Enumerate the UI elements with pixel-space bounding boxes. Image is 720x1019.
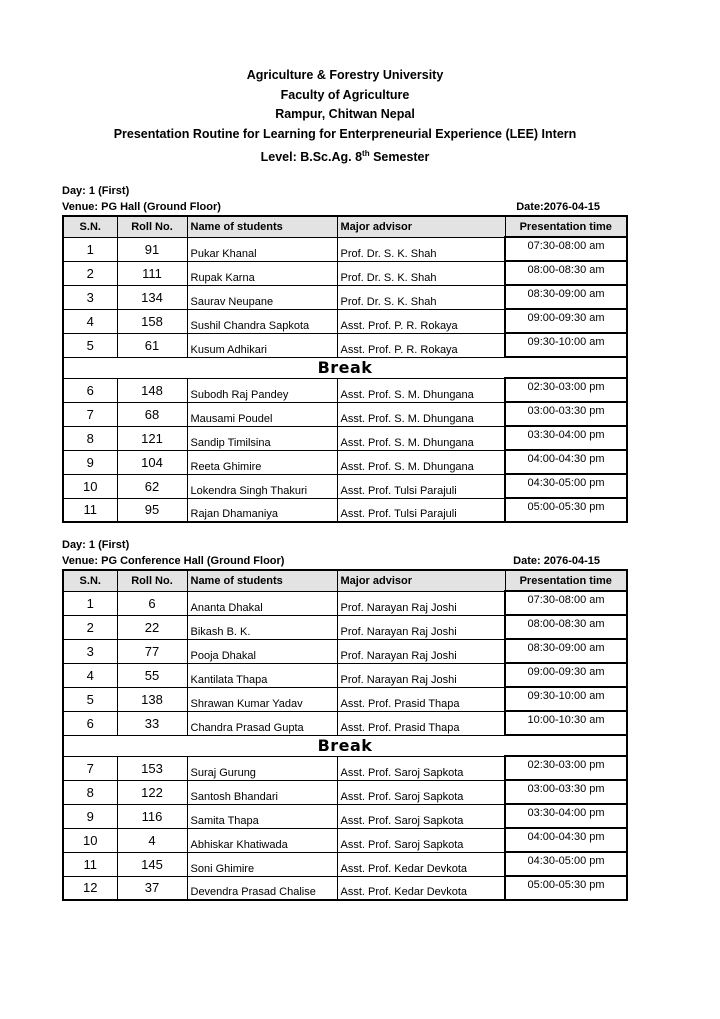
cell-roll-no: 62 <box>117 474 187 498</box>
cell-student-name: Bikash B. K. <box>187 615 337 639</box>
cell-major-advisor: Asst. Prof. Kedar Devkota <box>337 852 505 876</box>
cell-roll-no: 122 <box>117 780 187 804</box>
cell-major-advisor: Asst. Prof. Saroj Sapkota <box>337 780 505 804</box>
cell-roll-no: 77 <box>117 639 187 663</box>
cell-roll-no: 33 <box>117 711 187 735</box>
column-header-time: Presentation time <box>505 570 627 591</box>
cell-student-name: Ananta Dhakal <box>187 591 337 615</box>
cell-student-name: Lokendra Singh Thakuri <box>187 474 337 498</box>
cell-roll-no: 22 <box>117 615 187 639</box>
cell-roll-no: 158 <box>117 309 187 333</box>
venue-line <box>62 553 626 569</box>
table-row <box>63 498 627 522</box>
cell-major-advisor: Asst. Prof. Prasid Thapa <box>337 687 505 711</box>
table-row <box>63 663 627 687</box>
table-row <box>63 285 627 309</box>
cell-presentation-time: 08:30-09:00 am <box>505 285 627 309</box>
level-superscript: th <box>362 149 370 159</box>
table-row <box>63 804 627 828</box>
cell-major-advisor: Asst. Prof. S. M. Dhungana <box>337 378 505 402</box>
schedule-table <box>62 569 628 901</box>
break-label: Break <box>63 357 627 378</box>
break-row <box>63 735 627 756</box>
cell-major-advisor: Prof. Dr. S. K. Shah <box>337 285 505 309</box>
cell-major-advisor: Asst. Prof. S. M. Dhungana <box>337 402 505 426</box>
cell-presentation-time: 04:00-04:30 pm <box>505 828 627 852</box>
column-header-sn: S.N. <box>63 570 117 591</box>
cell-student-name: Samita Thapa <box>187 804 337 828</box>
cell-roll-no: 55 <box>117 663 187 687</box>
cell-sn: 7 <box>63 756 117 780</box>
cell-roll-no: 4 <box>117 828 187 852</box>
cell-sn: 12 <box>63 876 117 900</box>
cell-sn: 6 <box>63 711 117 735</box>
cell-presentation-time: 02:30-03:00 pm <box>505 756 627 780</box>
cell-student-name: Saurav Neupane <box>187 285 337 309</box>
table-row <box>63 237 627 261</box>
cell-presentation-time: 09:30-10:00 am <box>505 687 627 711</box>
cell-student-name: Sandip Timilsina <box>187 426 337 450</box>
table-row <box>63 333 627 357</box>
table-row <box>63 309 627 333</box>
table-row <box>63 378 627 402</box>
column-header-roll: Roll No. <box>117 216 187 237</box>
schedule-section-pg-hall <box>62 183 626 523</box>
cell-presentation-time: 03:30-04:00 pm <box>505 426 627 450</box>
cell-presentation-time: 04:30-05:00 pm <box>505 852 627 876</box>
cell-roll-no: 95 <box>117 498 187 522</box>
cell-student-name: Pukar Khanal <box>187 237 337 261</box>
cell-sn: 9 <box>63 450 117 474</box>
date-label: Date:2076-04-15 <box>516 201 600 213</box>
cell-sn: 11 <box>63 852 117 876</box>
university-name: Agriculture & Forestry University <box>246 68 444 82</box>
cell-sn: 9 <box>63 804 117 828</box>
day-line <box>62 183 626 199</box>
cell-roll-no: 111 <box>117 261 187 285</box>
column-header-advisor: Major advisor <box>337 216 505 237</box>
schedule-table <box>62 215 628 523</box>
cell-presentation-time: 09:30-10:00 am <box>505 333 627 357</box>
date-label: Date: 2076-04-15 <box>513 555 600 567</box>
table-row <box>63 687 627 711</box>
cell-presentation-time: 02:30-03:00 pm <box>505 378 627 402</box>
table-row <box>63 615 627 639</box>
table-row <box>63 756 627 780</box>
cell-presentation-time: 07:30-08:00 am <box>505 237 627 261</box>
cell-roll-no: 148 <box>117 378 187 402</box>
level-semester: Semester <box>369 150 430 165</box>
cell-student-name: Rupak Karna <box>187 261 337 285</box>
cell-sn: 3 <box>63 639 117 663</box>
table-row <box>63 591 627 615</box>
cell-major-advisor: Asst. Prof. Saroj Sapkota <box>337 828 505 852</box>
cell-roll-no: 138 <box>117 687 187 711</box>
level-text: Level: B.Sc.Ag. 8 <box>260 150 363 165</box>
cell-sn: 5 <box>63 687 117 711</box>
document-header <box>0 66 690 168</box>
cell-roll-no: 91 <box>117 237 187 261</box>
cell-major-advisor: Prof. Narayan Raj Joshi <box>337 615 505 639</box>
cell-sn: 1 <box>63 237 117 261</box>
cell-presentation-time: 08:30-09:00 am <box>505 639 627 663</box>
cell-major-advisor: Prof. Narayan Raj Joshi <box>337 639 505 663</box>
cell-roll-no: 37 <box>117 876 187 900</box>
venue-line <box>62 199 626 215</box>
cell-sn: 6 <box>63 378 117 402</box>
table-header-row <box>63 570 627 591</box>
cell-student-name: Soni Ghimire <box>187 852 337 876</box>
table-row <box>63 852 627 876</box>
cell-student-name: Reeta Ghimire <box>187 450 337 474</box>
day-label: Day: 1 (First) <box>62 185 130 197</box>
cell-sn: 3 <box>63 285 117 309</box>
venue-label: Venue: PG Hall (Ground Floor) <box>62 201 221 213</box>
cell-major-advisor: Prof. Dr. S. K. Shah <box>337 237 505 261</box>
cell-major-advisor: Asst. Prof. S. M. Dhungana <box>337 426 505 450</box>
column-header-roll: Roll No. <box>117 570 187 591</box>
cell-student-name: Abhiskar Khatiwada <box>187 828 337 852</box>
table-row <box>63 474 627 498</box>
cell-major-advisor: Asst. Prof. Tulsi Parajuli <box>337 498 505 522</box>
cell-presentation-time: 08:00-08:30 am <box>505 615 627 639</box>
cell-sn: 7 <box>63 402 117 426</box>
cell-roll-no: 134 <box>117 285 187 309</box>
cell-roll-no: 61 <box>117 333 187 357</box>
cell-presentation-time: 05:00-05:30 pm <box>505 876 627 900</box>
cell-presentation-time: 10:00-10:30 am <box>505 711 627 735</box>
location: Rampur, Chitwan Nepal <box>275 107 415 122</box>
column-header-advisor: Major advisor <box>337 570 505 591</box>
day-line <box>62 537 626 553</box>
cell-student-name: Mausami Poudel <box>187 402 337 426</box>
cell-student-name: Subodh Raj Pandey <box>187 378 337 402</box>
cell-roll-no: 153 <box>117 756 187 780</box>
table-row <box>63 828 627 852</box>
cell-student-name: Santosh Bhandari <box>187 780 337 804</box>
cell-major-advisor: Asst. Prof. S. M. Dhungana <box>337 450 505 474</box>
cell-sn: 10 <box>63 828 117 852</box>
cell-presentation-time: 08:00-08:30 am <box>505 261 627 285</box>
column-header-time: Presentation time <box>505 216 627 237</box>
cell-student-name: Suraj Gurung <box>187 756 337 780</box>
column-header-sn: S.N. <box>63 216 117 237</box>
venue-label: Venue: PG Conference Hall (Ground Floor) <box>62 555 285 567</box>
level-line <box>0 144 690 168</box>
cell-presentation-time: 04:00-04:30 pm <box>505 450 627 474</box>
cell-sn: 1 <box>63 591 117 615</box>
cell-student-name: Chandra Prasad Gupta <box>187 711 337 735</box>
cell-presentation-time: 07:30-08:00 am <box>505 591 627 615</box>
cell-presentation-time: 03:00-03:30 pm <box>505 780 627 804</box>
cell-student-name: Shrawan Kumar Yadav <box>187 687 337 711</box>
faculty-name: Faculty of Agriculture <box>280 87 410 102</box>
table-row <box>63 876 627 900</box>
schedule-section-conference-hall <box>62 537 626 901</box>
table-header-row <box>63 216 627 237</box>
routine-title: Presentation Routine for Learning for Enterpreneurial Experience (LEE) Intern <box>113 126 577 141</box>
table-row <box>63 426 627 450</box>
cell-presentation-time: 09:00-09:30 am <box>505 309 627 333</box>
cell-major-advisor: Asst. Prof. Kedar Devkota <box>337 876 505 900</box>
cell-student-name: Kantilata Thapa <box>187 663 337 687</box>
cell-sn: 5 <box>63 333 117 357</box>
cell-presentation-time: 03:00-03:30 pm <box>505 402 627 426</box>
cell-sn: 4 <box>63 309 117 333</box>
cell-major-advisor: Asst. Prof. P. R. Rokaya <box>337 309 505 333</box>
cell-student-name: Devendra Prasad Chalise <box>187 876 337 900</box>
cell-roll-no: 116 <box>117 804 187 828</box>
cell-student-name: Kusum Adhikari <box>187 333 337 357</box>
cell-major-advisor: Asst. Prof. Prasid Thapa <box>337 711 505 735</box>
cell-presentation-time: 03:30-04:00 pm <box>505 804 627 828</box>
break-label: Break <box>63 735 627 756</box>
cell-sn: 8 <box>63 426 117 450</box>
cell-major-advisor: Prof. Narayan Raj Joshi <box>337 591 505 615</box>
cell-roll-no: 121 <box>117 426 187 450</box>
cell-sn: 2 <box>63 261 117 285</box>
table-row <box>63 639 627 663</box>
cell-sn: 11 <box>63 498 117 522</box>
table-row <box>63 261 627 285</box>
table-row <box>63 780 627 804</box>
cell-sn: 2 <box>63 615 117 639</box>
cell-roll-no: 145 <box>117 852 187 876</box>
cell-sn: 10 <box>63 474 117 498</box>
column-header-name: Name of students <box>187 216 337 237</box>
table-row <box>63 711 627 735</box>
cell-major-advisor: Asst. Prof. Tulsi Parajuli <box>337 474 505 498</box>
cell-major-advisor: Asst. Prof. Saroj Sapkota <box>337 804 505 828</box>
cell-presentation-time: 09:00-09:30 am <box>505 663 627 687</box>
cell-major-advisor: Asst. Prof. Saroj Sapkota <box>337 756 505 780</box>
cell-presentation-time: 04:30-05:00 pm <box>505 474 627 498</box>
column-header-name: Name of students <box>187 570 337 591</box>
cell-sn: 8 <box>63 780 117 804</box>
cell-student-name: Sushil Chandra Sapkota <box>187 309 337 333</box>
cell-student-name: Pooja Dhakal <box>187 639 337 663</box>
cell-presentation-time: 05:00-05:30 pm <box>505 498 627 522</box>
table-row <box>63 402 627 426</box>
table-row <box>63 450 627 474</box>
cell-roll-no: 104 <box>117 450 187 474</box>
break-row <box>63 357 627 378</box>
cell-major-advisor: Prof. Narayan Raj Joshi <box>337 663 505 687</box>
cell-roll-no: 6 <box>117 591 187 615</box>
cell-major-advisor: Prof. Dr. S. K. Shah <box>337 261 505 285</box>
cell-major-advisor: Asst. Prof. P. R. Rokaya <box>337 333 505 357</box>
cell-roll-no: 68 <box>117 402 187 426</box>
cell-student-name: Rajan Dhamaniya <box>187 498 337 522</box>
cell-sn: 4 <box>63 663 117 687</box>
day-label: Day: 1 (First) <box>62 539 130 551</box>
